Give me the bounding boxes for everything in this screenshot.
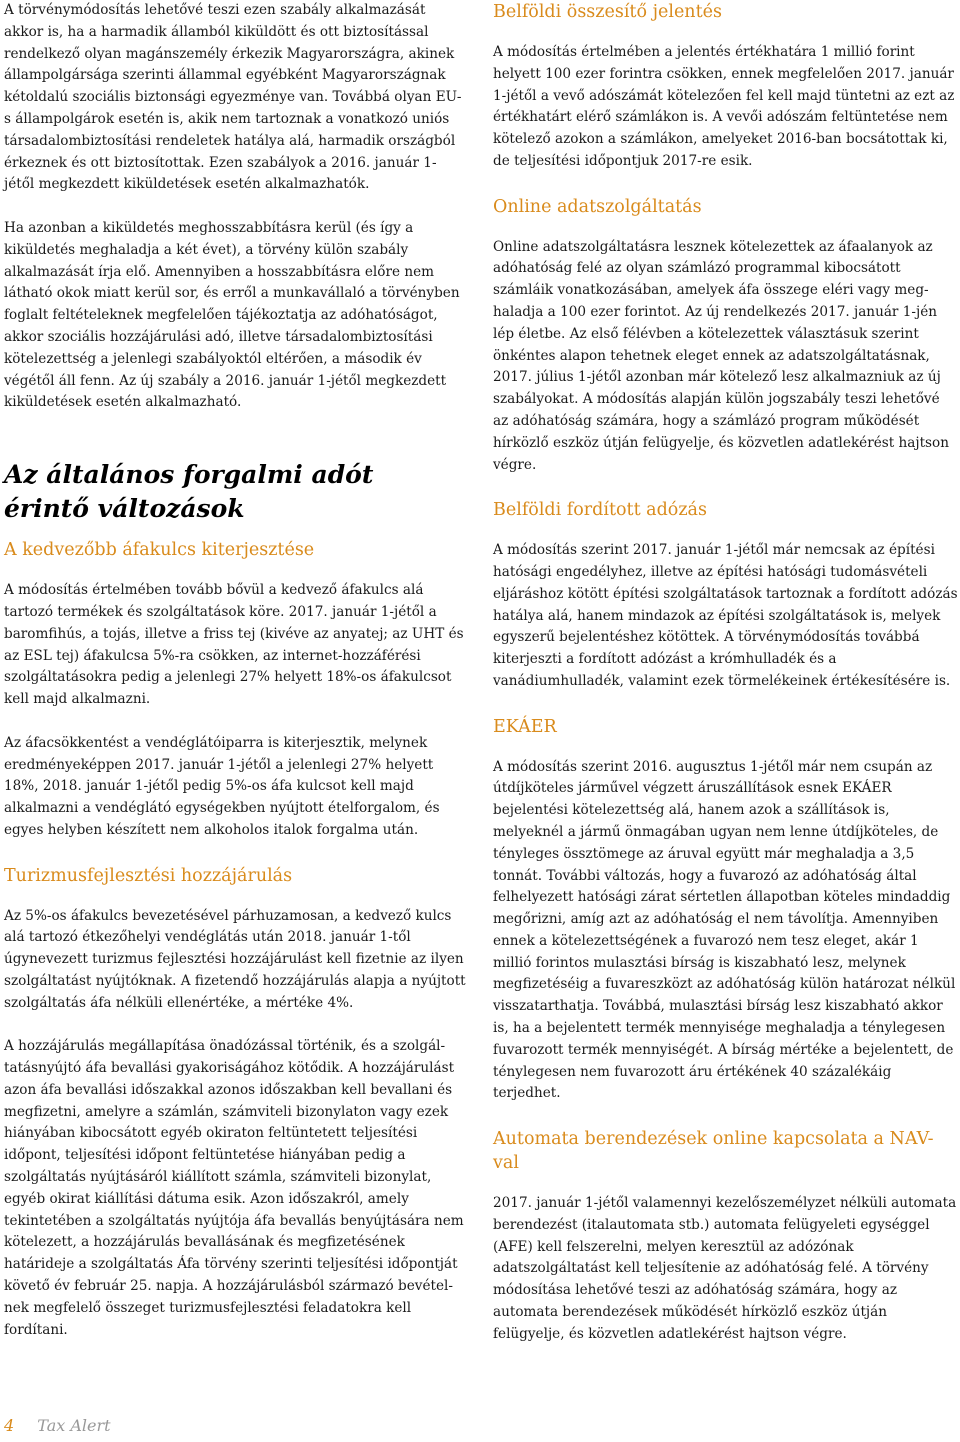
subheading-afakulcs: A kedvezőbb áfakulcs kiterjesztése: [4, 540, 315, 561]
subheading-automata: Automata berendezések online kapcsolata a NAV-val: [493, 1129, 934, 1174]
page-number: 4: [4, 1416, 15, 1435]
page-footer: [4, 1416, 111, 1435]
left-column: [4, 0, 466, 1363]
paragraph: A módosítás szerint 2017. január 1-jétől már nemcsak az építési hatósági engedélyhez, illetve az építési hatósági tudomásvételi eljáráshoz kötött építési szolgáltatások tartoznak a fordított adózás hatálya alá, hanem mindazok az építési szolgáltatások is, melyek egyszerű bejelentéshez kötöttek. A törvénymódosítás továbbá kiterjeszti a fordított adózást a krómhulladék és a vanádiumhulladék, valamint ezek törmelékeinek értékesítésére is.: [493, 542, 958, 689]
paragraph: A módosítás szerint 2016. augusztus 1-jétől már nem csupán az útdíjköteles járművel végzett áruszállítások esnek EKÁER bejelentési kötelezettség alá, hanem azok a szállítások is, melyeknél a jármű önmagában ugyan nem lenne útdíjköteles, de tényleges össztömege az áruval együtt már meghaladja a 3,5 tonnát. További változás, hogy a fuvarozó az adóhatóság által felhelyezett hatósági zárat sértetlen állapotban köteles mindaddig megőrizni, amíg azt az adóhatóság el nem távolítja. Amennyiben ennek a kötelezettségének a fuvarozó nem tesz eleget, akár 1 millió forintos mulasztási bírság is kiszabható lesz, melynek megfizetéséig a fuvareszközt az adóhatóság külön határozat nélkül visszatarthatja. Továbbá, mulasztási bírság lesz kiszabható akkor is, ha a bejelentett termék mennyisége meghaladja a ténylegesen fuvarozott termék mennyiségét. A bírság mértéke a bejelentett, de ténylegesen nem fuvarozott áru értékének 40 százalékáig terjedhet.: [493, 758, 956, 1102]
subheading-belfoldi: Belföldi összesítő jelentés: [493, 2, 722, 22]
paragraph: Az áfacsökkentést a vendéglátóiparra is kiterjesztik, melynek eredményeképpen 2017. január 1-jétől a jelenlegi 27% helyett 18%, 2018. január 1-jétől pedig 5%-os áfa kulcsot kell majd alkalmazni a vendéglátó egységekben nyújtott ételforgalom, és egyes helyben készített nem alkoholos italok forgalma után.: [4, 734, 440, 838]
paragraph: A módosítás értelmében a jelentés értékhatára 1 millió forint helyett 100 ezer forintra csökken, ennek megfelelően 2017. január 1-jétől a vevő adószámát kötelezően fel kell majd tüntetni az ezt az értékhatárt elérő számlákon is. A vevői adószám feltüntetése nem kötelező azokon a számlákon, amelyeket 2016-ban bocsátottak ki, de teljesítési időpontjuk 2017-re esik.: [493, 44, 955, 169]
paragraph: Online adatszolgáltatásra lesznek kötelezettek az áfaalanyok az adóhatóság felé az olyan számlázó programmal kibocsátott számláik vonatkozásában, amelyek áfa összege eléri vagy meg-haladja a 100 ezer forintot. Az új rendelkezés 2017. január 1-jén lép életbe. Az első félévben a kötelezettek választásuk szerint önkéntes alapon tehetnek eleget ennek az adatszolgáltatásnak, 2017. július 1-jétől azonban már kötelező lesz alkalmazniuk az új szabályokat. A módosítás alapján külön jogszabály teszi lehetővé az adóhatóság számára, hogy a számlázó program működését hírközlő eszköz útján felügyelje, és közvetlen adatlekérést hajtson végre.: [493, 238, 949, 473]
right-column: [493, 0, 958, 1367]
paragraph: A törvénymódosítás lehetővé teszi ezen szabály alkalmazását akkor is, ha a harmadik államból kiküldött és ott biztosítással rendelkező olyan magánszemély érkezik Magyarországra, akinek állampolgársága szerinti állammal egyébként Magyarországnak kétoldalú szociális biztonsági egyezménye van. Továbbá olyan EU-s állampolgárok esetén is, akik nem tartoznak a vonatkozó uniós társadalombiztosítási rendeletek hatálya alá, harmadik országból érkeznek és ott biztosítottak. Ezen szabályok a 2016. január 1-jétől megkezdett kiküldetések esetén alkalmazhatók.: [4, 2, 462, 193]
paragraph: A hozzájárulás megállapítása önadózással történik, és a szolgál-tatásnyújtó áfa bevallási gyakoriságához kötődik. A hozzájárulást azon áfa bevallási időszakkal azonos időszakban kell bevallani és megfizetni, amelyre a számlán, számviteli bizonylaton vagy ezek hiányában kibocsátott egyéb okiraton feltüntetett teljesítési időpont, teljesítési időpont feltüntetése hiányában pedig a szolgáltatás nyújtásáról kiállított számla, számviteli bizonylat, egyéb okirat kiállítási dátuma esik. Azon időszakról, amely tekintetében a szolgáltatás nyújtója áfa bevallás benyújtására nem kötelezett, a hozzájárulás bevallásának és megfizetésének határideje a szolgáltatás Áfa törvény szerinti teljesítési időpontját követő év február 25. napja. A hozzájárulásból származó bevétel-nek megfelelő összeget turizmusfejlesztési feladatokra kell fordítani.: [4, 1038, 464, 1338]
publication-name: Tax Alert: [37, 1416, 111, 1435]
paragraph: 2017. január 1-jétől valamennyi kezelőszemélyzet nélküli automata berendezést (italautomata stb.) automata felügyeleti egységgel (AFE) kell felszerelni, melyen keresztül az adózónak adatszolgáltatást kell teljesítenie az adóhatóság felé. A törvény módosítása lehetővé teszi az adóhatóság számára, hogy az automata berendezések működését hírközlő eszköz útján felügyelje, és közvetlen adatlekérést hajtson végre.: [493, 1195, 957, 1342]
subheading-turizmus: Turizmusfejlesztési hozzájárulás: [4, 865, 293, 886]
section-title: Az általános forgalmi adót érintő változások: [4, 460, 374, 524]
subheading-ekaer: EKÁER: [493, 716, 557, 737]
paragraph: A módosítás értelmében tovább bővül a kedvező áfakulcs alá tartozó termékek és szolgáltatások köre. 2017. január 1-jétől a baromfihús, a tojás, illetve a friss tej (kivéve az anyatej; az UHT és az ESL tej) áfakulcsa 5%-ra csökken, az internet-hozzáférési szolgáltatásokra pedig a jelenlegi 27% helyett 18%-os áfakulcsot kell majd alkalmazni.: [4, 582, 464, 708]
paragraph: Az 5%-os áfakulcs bevezetésével párhuzamosan, a kedvező kulcs alá tartozó étkezőhelyi vendéglátás után 2018. január 1-től úgynevezett turizmus fejlesztési hozzájárulást kell fizetnie az ilyen szolgáltatást nyújtóknak. A fizetendő hozzájárulás alapja a nyújtott szolgáltatás áfa nélküli ellenértéke, a mértéke 4%.: [4, 907, 466, 1011]
subheading-online: Online adatszolgáltatás: [493, 196, 702, 217]
paragraph: Ha azonban a kiküldetés meghosszabbításra kerül (és így a kiküldetés meghaladja a két évet), a törvény külön szabály alkalmazását írja elő. Amennyiben a hosszabbításra előre nem látható okok miatt kerül sor, és erről a munkavállaló a törvényben foglalt feltételeknek megfelelően tájékoztatja az adóhatóságot, akkor szociális hozzájárulási adó, illetve társadalombiztosítási kötelezettség a jelenlegi szabályoktól eltérően, a második év végétől áll fenn. Az új szabály a 2016. január 1-jétől megkezdett kiküldetések esetén alkalmazható.: [4, 219, 460, 411]
subheading-forditott: Belföldi fordított adózás: [493, 500, 707, 521]
